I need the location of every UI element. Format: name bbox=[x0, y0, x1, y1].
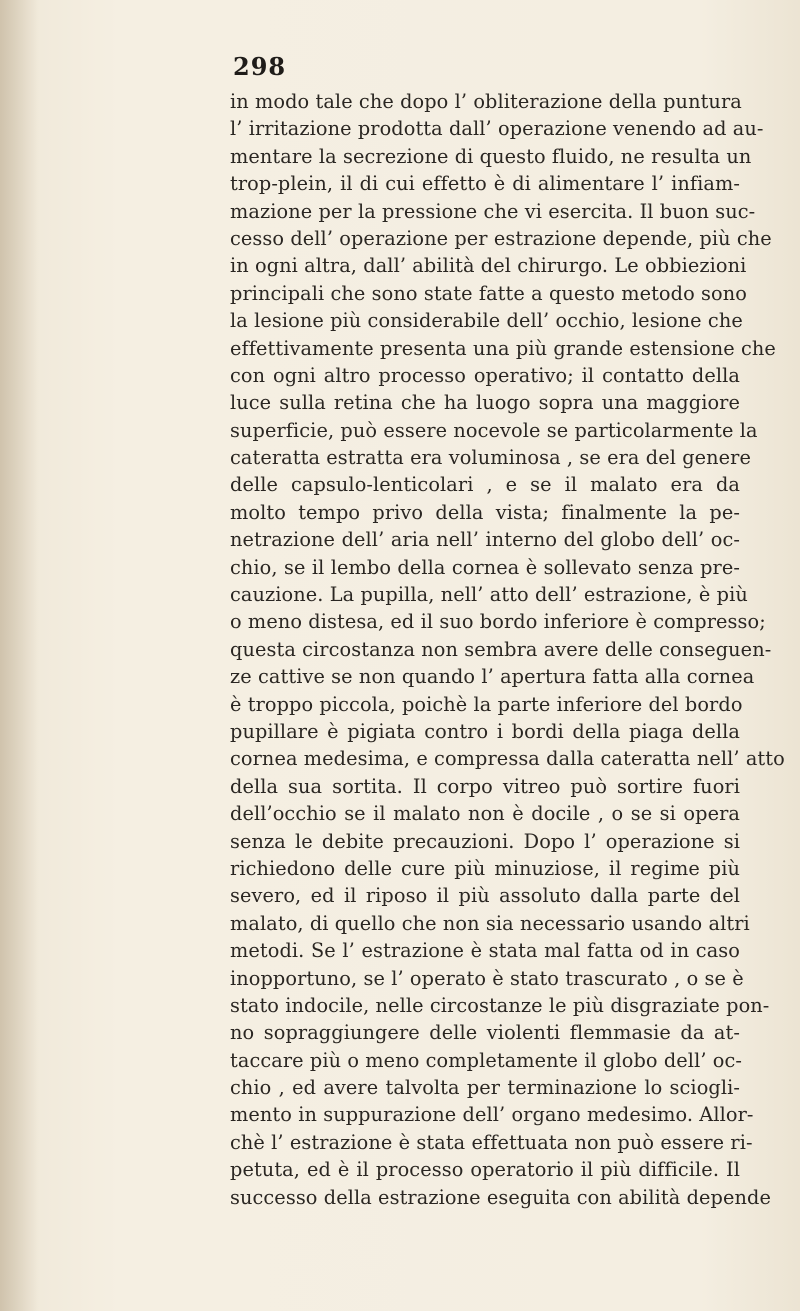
text-line: è troppo piccola, poichè la parte inferiore del bordo bbox=[230, 692, 743, 716]
text-line: cornea medesima, e compressa dalla cateratta nell’ atto bbox=[230, 747, 785, 771]
text-line: chè l’ estrazione è stata effettuata non può essere ri- bbox=[230, 1130, 753, 1154]
text-line: senza le debite precauzioni. Dopo l’ operazione si bbox=[230, 829, 740, 853]
text-line: questa circostanza non sembra avere delle conseguen- bbox=[230, 637, 772, 661]
text-line: cesso dell’ operazione per estrazione depende, più che bbox=[230, 226, 772, 250]
text-line: taccare più o meno completamente il globo dell’ oc- bbox=[230, 1048, 743, 1072]
text-line: ze cattive se non quando l’ apertura fatta alla cornea bbox=[230, 665, 755, 689]
text-line: luce sulla retina che ha luogo sopra una maggiore bbox=[230, 391, 740, 415]
text-line: o meno distesa, ed il suo bordo inferiore è compresso; bbox=[230, 610, 766, 634]
text-line: stato indocile, nelle circostanze le più disgraziate pon- bbox=[230, 993, 770, 1017]
text-line: severo, ed il riposo il più assoluto dalla parte del bbox=[230, 884, 740, 908]
text-line: trop-plein, il di cui effetto è di alimentare l’ infiam- bbox=[230, 172, 740, 196]
text-line: con ogni altro processo operativo; il contatto della bbox=[230, 363, 740, 387]
text-line: netrazione dell’ aria nell’ interno del globo dell’ oc- bbox=[230, 528, 740, 552]
text-line: chio , ed avere talvolta per terminazione lo sciogli- bbox=[230, 1076, 740, 1100]
text-line: successo della estrazione eseguita con abilità depende bbox=[230, 1185, 771, 1209]
binding-shadow bbox=[0, 0, 38, 1311]
text-line: cateratta estratta era voluminosa , se era del genere bbox=[230, 446, 752, 470]
text-line: mentare la secrezione di questo fluido, ne resulta un bbox=[230, 144, 752, 168]
text-line: pupillare è pigiata contro i bordi della piaga della bbox=[230, 719, 740, 743]
text-line: della sua sortita. Il corpo vitreo può sortire fuori bbox=[230, 774, 740, 798]
text-line: in ogni altra, dall’ abilità del chirurgo. Le obbiezioni bbox=[230, 254, 747, 278]
text-line: molto tempo privo della vista; finalmente la pe- bbox=[230, 500, 740, 524]
text-line: superficie, può essere nocevole se particolarmente la bbox=[230, 418, 758, 442]
text-line: inopportuno, se l’ operato è stato trascurato , o se è bbox=[230, 966, 744, 990]
page-number: 298 bbox=[233, 52, 287, 81]
text-line: petuta, ed è il processo operatorio il più difficile. Il bbox=[230, 1158, 740, 1182]
text-line: malato, di quello che non sia necessario usando altri bbox=[230, 911, 750, 935]
text-line: chio, se il lembo della cornea è sollevato senza pre- bbox=[230, 555, 740, 579]
text-line: metodi. Se l’ estrazione è stata mal fatta od in caso bbox=[230, 939, 740, 963]
text-line: la lesione più considerabile dell’ occhio, lesione che bbox=[230, 309, 743, 333]
text-line: effettivamente presenta una più grande estensione che bbox=[230, 336, 776, 360]
body-text bbox=[230, 88, 785, 1211]
text-line: mento in suppurazione dell’ organo medesimo. Allor- bbox=[230, 1103, 754, 1127]
text-line: mazione per la pressione che vi esercita. Il buon suc- bbox=[230, 199, 756, 223]
text-line: principali che sono state fatte a questo metodo sono bbox=[230, 281, 747, 305]
text-line: dell’occhio se il malato non è docile , o se si opera bbox=[230, 802, 740, 826]
text-line: richiedono delle cure più minuziose, il regime più bbox=[230, 856, 740, 880]
text-line: l’ irritazione prodotta dall’ operazione venendo ad au- bbox=[230, 117, 764, 141]
text-line: in modo tale che dopo l’ obliterazione della puntura bbox=[230, 90, 742, 113]
text-line: no sopraggiungere delle violenti flemmasie da at- bbox=[230, 1021, 740, 1045]
text-line: delle capsulo-lenticolari , e se il malato era da bbox=[230, 473, 740, 497]
text-line: cauzione. La pupilla, nell’ atto dell’ estrazione, è più bbox=[230, 583, 748, 607]
